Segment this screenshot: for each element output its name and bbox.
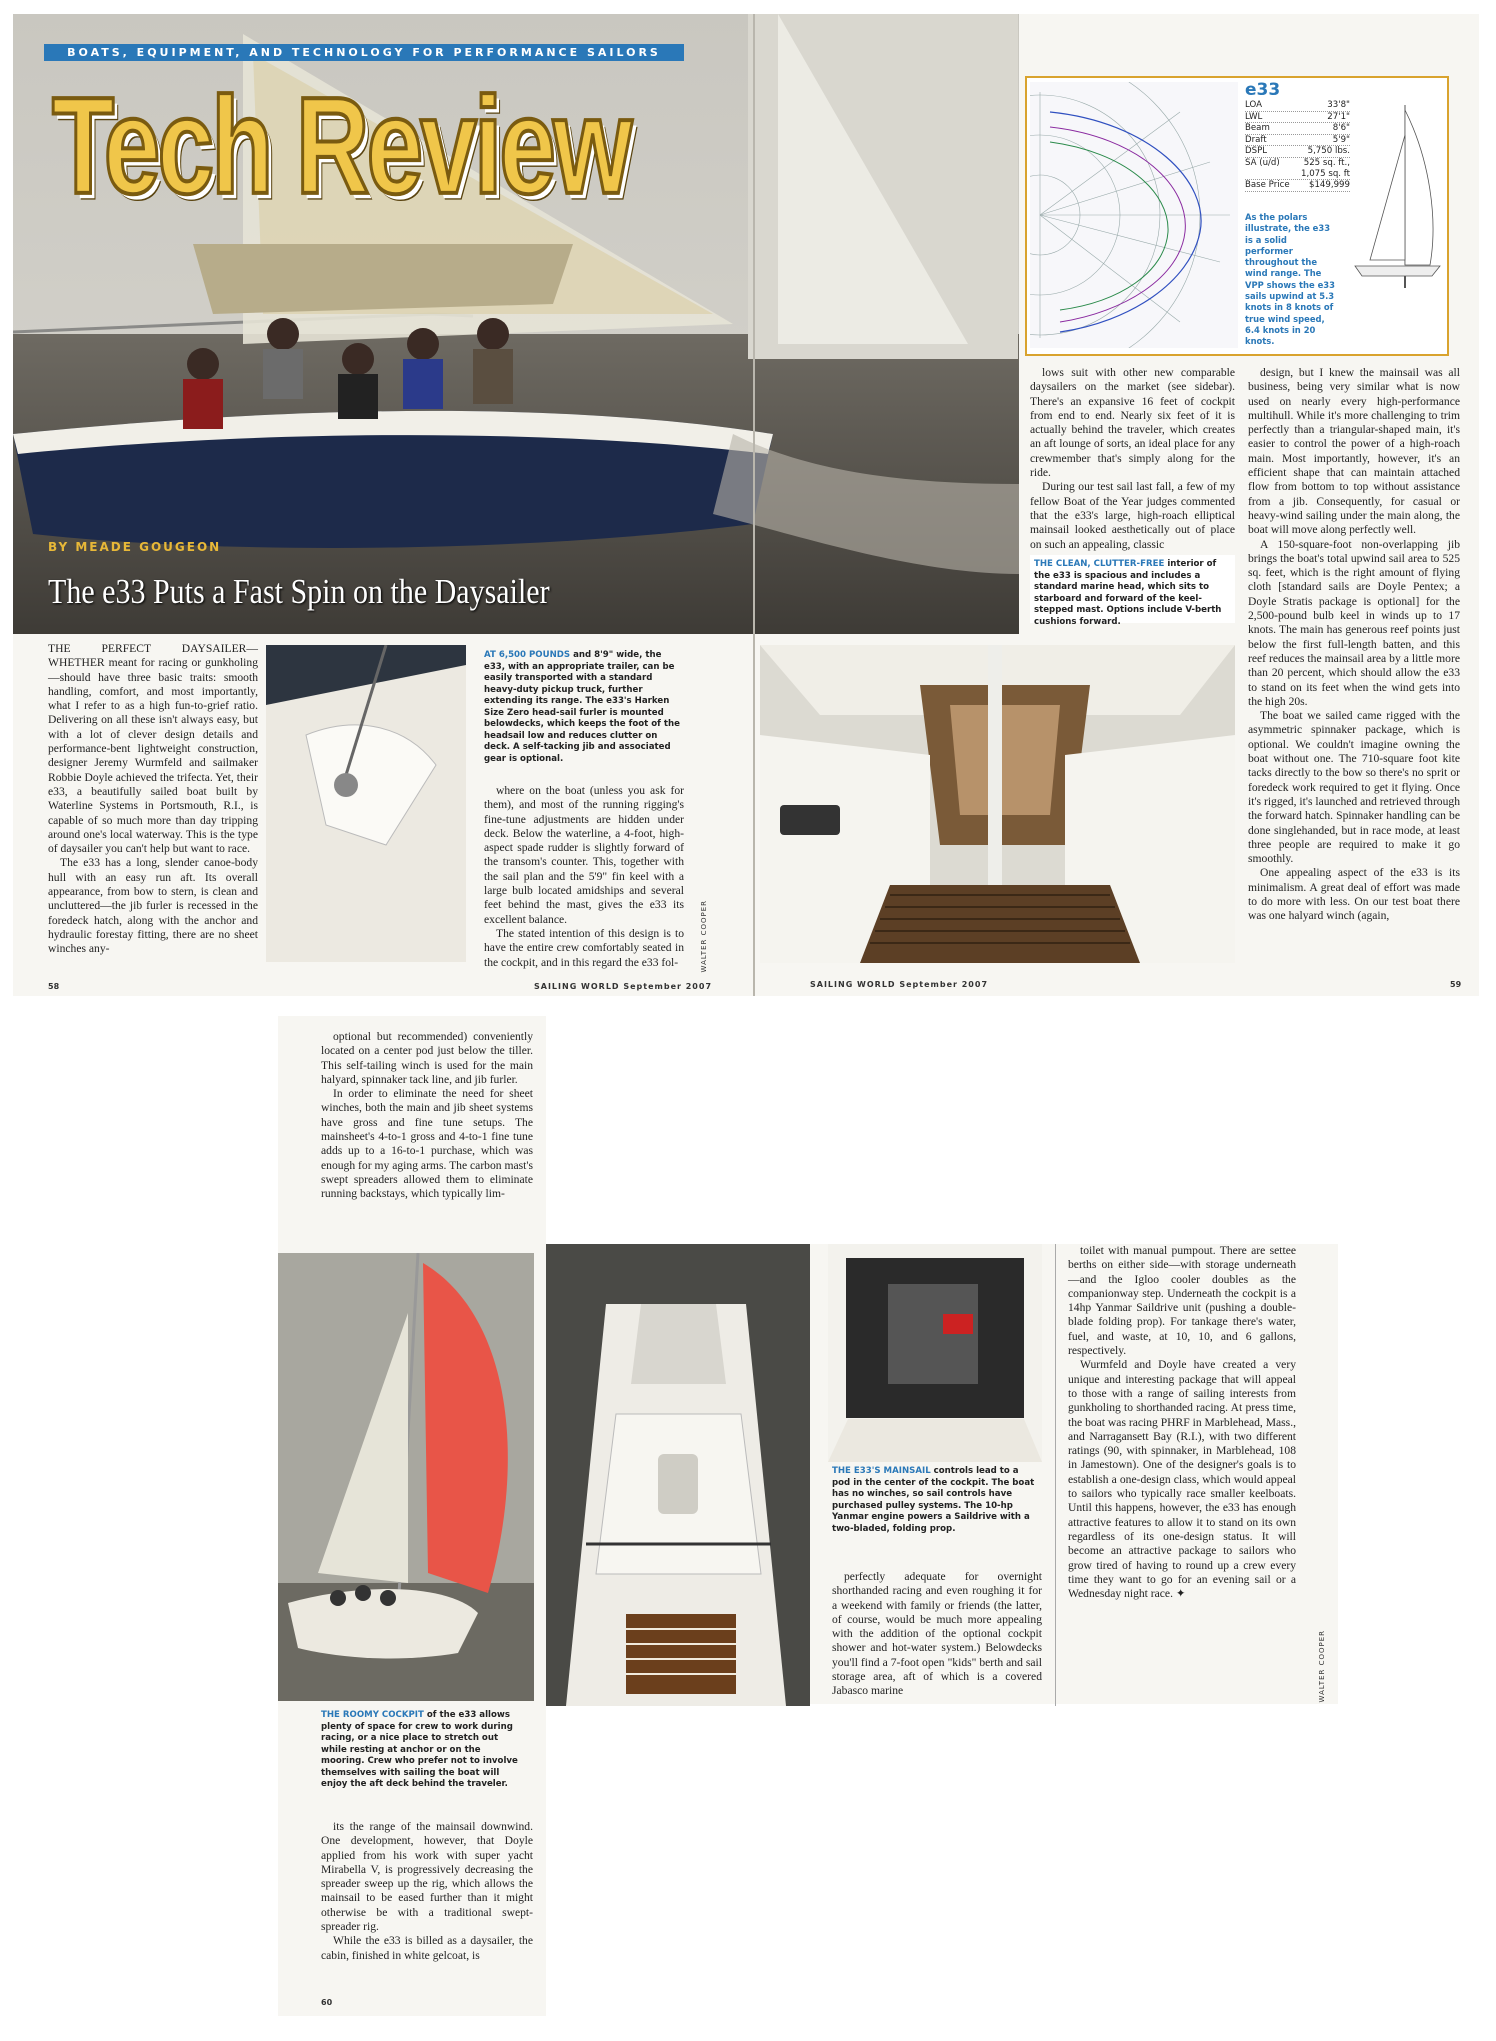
- paragraph: While the e33 is billed as a daysailer, the cabin, finished in white gelcoat, is: [321, 1934, 533, 1962]
- paragraph: lows suit with other new comparable daysailers on the market (see sidebar). There's an expansive 16 feet of cockpit from end to end. Nearly six feet of it is actually behind the traveler, which creates an aft lounge of sorts, an ideal place for any crewmember that's simply along for the ride.: [1030, 366, 1235, 480]
- byline: BY MEADE GOUGEON: [48, 540, 222, 554]
- sail-plan-drawing: [1350, 100, 1442, 290]
- spec-name: e33: [1245, 80, 1281, 100]
- section-banner: [44, 44, 684, 61]
- body-column-1: [48, 642, 258, 957]
- spec-table: [1245, 100, 1350, 192]
- spec-row: [1245, 135, 1350, 147]
- caption-interior-lead: THE CLEAN, CLUTTER-FREE: [1034, 559, 1165, 569]
- paragraph: optional but recommended) conveniently located on a center pod just below the tiller. This self-tailing winch is used for the main halyard, spinnaker tack line, and jib furler.: [321, 1030, 533, 1086]
- body-column-4: [1248, 366, 1460, 924]
- paragraph: One appealing aspect of the e33 is its minimalism. A great deal of effort was made to do more with less. On our test boat there was one halyard winch (again,: [1248, 866, 1460, 923]
- folio-58-magazine: SAILING WORLD September 2007: [534, 982, 713, 991]
- caption-cockpit: [321, 1710, 526, 1791]
- folio-59: 59: [1450, 980, 1462, 989]
- spec-value: 525 sq. ft., 1,075 sq. ft: [1301, 157, 1350, 179]
- body-column-3: [1030, 366, 1235, 552]
- caption-mainsail-text: controls lead to a pod in the center of the cockpit. The boat has no winches, so sail controls have purchased pulley systems. The 10-hp Yanmar engine powers a Saildrive with a two-bladed, folding prop.: [832, 1466, 1035, 1534]
- folio-59-magazine: SAILING WORLD September 2007: [810, 980, 989, 989]
- spec-label: LOA: [1245, 100, 1262, 110]
- column-rule: [1055, 1244, 1056, 1706]
- spec-row: [1245, 123, 1350, 135]
- spec-value: 27'1": [1327, 111, 1350, 122]
- paragraph: The boat we sailed came rigged with the asymmetric spinnaker package, which is optional. We couldn't imagine owning the boat without one. The 710-square foot kite tacks directly to the bow so there's no sprit or foredeck work required to get it flying. Once it's rigged, it's launched and retrieved through the forward hatch. Spinnaker handling can be done singlehanded, but in race mode, at least three people are required to make it go smoothly.: [1248, 709, 1460, 866]
- sail-closeup-illustration: [748, 14, 1018, 359]
- caption-mainsail: [832, 1466, 1037, 1535]
- spec-value: 5'9": [1332, 134, 1350, 145]
- cabin-interior-illustration: [760, 645, 1235, 963]
- photo-credit-2: WALTER COOPER: [1318, 1630, 1326, 1703]
- caption-trailer-text: and 8'9" wide, the e33, with an appropriate trailer, can be easily transported with a standard heavy-duty pickup truck, further extending its range. The e33's Harken Size Zero head-sail furler is mounted belowdecks, which keeps the foot of the headsail low and reduces clutter on deck. A self-tacking jib and associated gear is optional.: [484, 650, 680, 764]
- paragraph: toilet with manual pumpout. There are settee berths on either side—with storage underneath—and the Igloo cooler doubles as the companionway step. Underneath the cockpit is a 14hp Yanmar Saildrive unit (pushing a double-blade folding prop). For tankage there's water, fuel, and waste, at 10, 10, and 6 gallons, respectively.: [1068, 1244, 1296, 1358]
- body-column-2: [484, 784, 684, 970]
- photo-credit: WALTER COOPER: [700, 900, 708, 973]
- spec-value: $149,999: [1308, 180, 1350, 191]
- spinnaker-photo: [278, 1253, 534, 1701]
- caption-cockpit-lead: THE ROOMY COCKPIT: [321, 1710, 424, 1720]
- polar-note: As the polars illustrate, the e33 is a solid performer throughout the wind range. The VPP shows the e33 sails upwind at 5.3 knots in 8 knots of true wind speed, 6.4 knots in 20 knots.: [1245, 212, 1335, 347]
- spec-label: Base Price: [1245, 180, 1290, 191]
- paragraph: The stated intention of this design is to have the entire crew comfortably seated in the cockpit, and in this regard the e33 fol-: [484, 926, 684, 969]
- spec-label: LWL: [1245, 111, 1263, 122]
- spec-row: [1245, 100, 1350, 112]
- body-column-8: [1068, 1244, 1296, 1601]
- caption-cockpit-text: of the e33 allows plenty of space for crew to work during racing, or a nice place to stretch out while resting at anchor or on the mooring. Crew who prefer not to involve themselves with sailing the boat will enjoy the aft deck behind the traveler.: [321, 1710, 518, 1789]
- spec-value: 8'6": [1332, 123, 1350, 134]
- spec-row: [1245, 112, 1350, 124]
- sail-plan-icon: [1350, 100, 1442, 290]
- cockpit-deck-illustration: [546, 1244, 810, 1706]
- spec-label: Beam: [1245, 123, 1270, 134]
- folio-60: 60: [321, 1998, 333, 2007]
- spec-row: [1245, 180, 1350, 192]
- paragraph: A 150-square-foot non-overlapping jib brings the boat's total upwind sail area to 525 sq. feet, which is the right amount of flying cloth [standard sails are Doyle Pentex; a Doyle Stratis package is optional] for the 2,500-pound bulb keel in winds up to 17 knots. The main has generous reef points just below the first full-length batten, and this reef reduces the mainsail area by a little more than 20 percent, which should allow the e33 to stand on its feet when the wind gets into the high 20s.: [1248, 537, 1460, 708]
- caption-interior-text: interior of the e33 is spacious and includes a standard marine head, which sits to starboard and forward of the keel-stepped mast. Options include V-berth cushions forward.: [1034, 559, 1222, 627]
- cockpit-photo: [546, 1244, 810, 1706]
- paragraph: where on the boat (unless you ask for them), and most of the running rigging's fine-tune adjustments are hidden under deck. Below the waterline, a 4-foot, high-aspect spade rudder is slightly forward of the transom's counter. This, together with the sail plan and the 5'9" fin keel with a large bulb located amidships and several feet behind the mast, gives the e33 its excellent balance.: [484, 784, 684, 926]
- spec-row: [1245, 146, 1350, 158]
- paragraph: During our test sail last fall, a few of my fellow Boat of the Year judges commented that the e33's large, high-roach elliptical mainsail looked aesthetically out of place on such an appealing, classic: [1030, 480, 1235, 551]
- section-title: Tech Review: [52, 68, 630, 223]
- headline: The e33 Puts a Fast Spin on the Daysailer: [48, 573, 550, 612]
- body-column-5: [321, 1030, 533, 1202]
- spec-label: Draft: [1245, 134, 1267, 145]
- spread-gutter: [753, 14, 755, 996]
- caption-trailer-lead: AT 6,500 POUNDS: [484, 650, 571, 660]
- engine-compartment-illustration: [828, 1244, 1042, 1462]
- polar-chart: [1030, 82, 1238, 348]
- caption-mainsail-lead: THE E33'S MAINSAIL: [832, 1466, 931, 1476]
- spec-value: 33'8": [1327, 100, 1350, 110]
- sail-photo: [748, 14, 1018, 359]
- body-column-6: [321, 1820, 533, 1963]
- interior-photo: [760, 645, 1235, 963]
- folio-58: 58: [48, 982, 60, 991]
- paragraph: THE PERFECT DAYSAILER—WHETHER meant for racing or gunkholing—should have three basic traits: smooth handling, comfort, and most importantly, what I refer to as a high fun-to-grief ratio. Delivering on all these isn't always easy, but with a lot of clever design details and performance-bent lightweight construction, designer Jeremy Wurmfeld and sailmaker Robbie Doyle achieved the trifecta. Yet, their e33, a beautifully sailed boat built by Waterline Systems in Portsmouth, R.I., is capable of so much more than day tripping around one's local waterway. This is the type of daysailer you can't help but want to race.: [48, 642, 258, 856]
- spec-row: [1245, 158, 1350, 180]
- body-column-7: [832, 1570, 1042, 1699]
- engine-photo: [828, 1244, 1042, 1462]
- caption-trailer: [484, 650, 684, 765]
- banner-text: BOATS, EQUIPMENT, AND TECHNOLOGY FOR PERFORMANCE SAILORS: [67, 46, 661, 59]
- paragraph: In order to eliminate the need for sheet winches, both the main and jib sheet systems have gross and fine tune setups. The mainsheet's 4-to-1 gross and 4-to-1 fine tune adds up to a 16-to-1 purchase, which was enough for my aging arms. The carbon mast's swept spreaders allowed them to eliminate running backstays, which typically lim-: [321, 1087, 533, 1201]
- paragraph: its the range of the mainsail downwind. One development, however, that Doyle applied from his work with super yacht Mirabella V, is progressively decreasing the spreader sweep up the rig, which allows the mainsail to be eased further than it might otherwise be with a traditional swept-spreader rig.: [321, 1820, 533, 1934]
- spec-label: SA (u/d): [1245, 157, 1280, 168]
- polar-diagram: [1030, 82, 1238, 348]
- paragraph: The e33 has a long, slender canoe-body hull with an easy run aft. Its overall appearance, from bow to stern, is clean and uncluttered—the jib furler is recessed in the foredeck hatch, along with the anchor and hydraulic forestay fitting, there are no sheet winches any-: [48, 856, 258, 956]
- spec-value: 5,750 lbs.: [1307, 146, 1350, 157]
- bow-deck-illustration: [266, 645, 466, 962]
- paragraph: perfectly adequate for overnight shorthanded racing and even roughing it for a weekend with family or friends (the latter, of course, would be much more appealing with the addition of the optional cockpit shower and hot-water system.) Belowdecks you'll find a 7-foot open "kids" berth and sail storage area, aft of which is a covered Jabasco marine: [832, 1570, 1042, 1698]
- paragraph: design, but I knew the mainsail was all business, being very similar what is now used on nearly every high-performance multihull. While it's more challenging to trim perfectly than a triangular-shaped main, it's easier to control the power of a high-roach main. Most importantly, however, it's an efficient shape that can maintain attached flow from bottom to top without assistance from a jib. Consequently, for casual or heavy-wind sailing under the main along, the boat will move along perfectly well.: [1248, 366, 1460, 537]
- bow-photo: [266, 645, 466, 962]
- spinnaker-boat-illustration: [278, 1253, 534, 1701]
- spec-label: DSPL: [1245, 146, 1268, 157]
- paragraph: Wurmfeld and Doyle have created a very unique and interesting package that will appeal to those with a range of sailing interests from gunkholing to shorthanded racing. At press time, the boat was racing PHRF in Marblehead, Mass., and Narragansett Bay (R.I.), with two different ratings (90, with spinnaker, in Marblehead, 108 in Jamestown). One of the designer's goals is to establish a one-design class, which would appeal to sailors who typically race smaller keelboats. Until this happens, however, the e33 has enough attractive features to allow it to stand on its own regardless of its one-design status. It will become an attractive package to sailors who grow tired of having to round up a crew every time they want to go for an evening sail or a Wednesday night race. ✦: [1068, 1358, 1296, 1601]
- caption-interior: [1034, 559, 1232, 628]
